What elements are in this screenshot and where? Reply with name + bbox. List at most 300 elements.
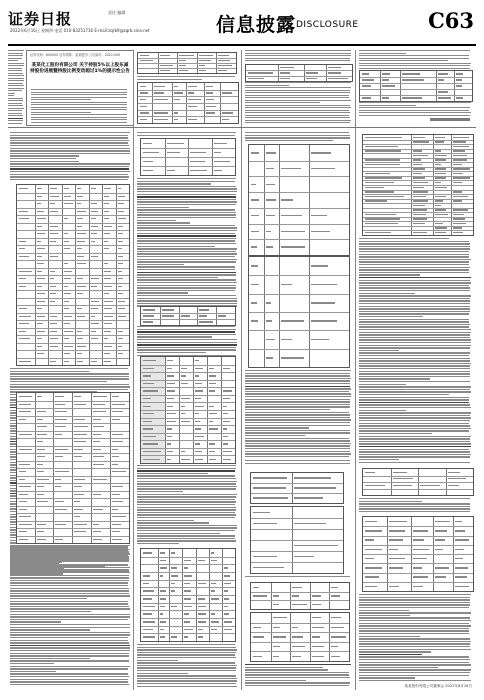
table-cell-text bbox=[64, 301, 69, 302]
table-cell-text bbox=[455, 567, 468, 568]
table-cell-text bbox=[218, 65, 231, 66]
table-cell-text bbox=[19, 248, 25, 249]
table-cell-text bbox=[251, 231, 259, 232]
table-row-rule bbox=[17, 343, 129, 344]
table-cell-text bbox=[328, 78, 348, 79]
text-line bbox=[10, 585, 128, 586]
table-cell-text bbox=[311, 152, 331, 153]
text-line bbox=[10, 658, 90, 659]
table-cell-text bbox=[413, 586, 423, 587]
signature-bar bbox=[430, 118, 470, 121]
table-cell-text bbox=[19, 411, 31, 412]
table-cell-text bbox=[382, 79, 389, 80]
text-line bbox=[31, 94, 127, 95]
table-cell-text bbox=[118, 248, 122, 249]
table-cell-text bbox=[112, 539, 122, 540]
table-row-rule bbox=[246, 70, 352, 71]
table-row-rule bbox=[17, 313, 129, 314]
table-cell-text bbox=[93, 396, 107, 397]
table-cell-text bbox=[223, 406, 228, 407]
text-line bbox=[245, 685, 349, 686]
text-line bbox=[359, 394, 449, 395]
table-cell-text bbox=[50, 256, 57, 257]
text-line bbox=[10, 158, 76, 159]
table-cell-text bbox=[184, 590, 191, 591]
table-cell-text bbox=[413, 576, 428, 577]
table-cell-text bbox=[167, 390, 175, 391]
text-line bbox=[245, 453, 351, 454]
table-cell-text bbox=[209, 406, 214, 407]
text-line bbox=[10, 376, 129, 377]
text-line bbox=[8, 63, 24, 64]
table-cell-text bbox=[174, 86, 178, 87]
table-cell-text bbox=[74, 494, 84, 495]
text-line bbox=[359, 112, 471, 113]
table-cell-text bbox=[118, 346, 122, 347]
table-cell-text bbox=[214, 152, 222, 153]
text-line bbox=[359, 329, 471, 330]
text-line bbox=[8, 58, 22, 59]
table-cell-text bbox=[179, 60, 185, 61]
table-cell-text bbox=[195, 390, 203, 391]
text-line bbox=[137, 76, 235, 77]
text-line bbox=[245, 373, 350, 374]
table-cell-text bbox=[174, 119, 178, 120]
text-line bbox=[359, 664, 471, 665]
table-cell-text bbox=[55, 509, 67, 510]
table-cell-text bbox=[389, 521, 407, 522]
text-line bbox=[10, 637, 128, 638]
data-table bbox=[362, 134, 474, 236]
table-cell-text bbox=[91, 278, 99, 279]
table-cell-text bbox=[266, 231, 271, 232]
table-cell-text bbox=[211, 613, 215, 614]
table-cell-text bbox=[273, 636, 286, 637]
text-line bbox=[245, 105, 350, 106]
table-cell-text bbox=[218, 70, 226, 71]
table-cell-text bbox=[218, 55, 228, 56]
table-cell-text bbox=[74, 456, 82, 457]
table-cell-text bbox=[104, 188, 110, 189]
text-line bbox=[10, 559, 129, 560]
page-code: C63 bbox=[428, 8, 474, 33]
table-cell-text bbox=[273, 617, 287, 618]
text-line bbox=[137, 533, 220, 534]
table-cell-text bbox=[199, 60, 211, 61]
text-line bbox=[10, 603, 128, 604]
text-line bbox=[10, 386, 130, 387]
table-cell-text bbox=[64, 203, 73, 204]
text-line bbox=[245, 137, 350, 138]
table-cell-text bbox=[19, 278, 26, 279]
table-cell-text bbox=[209, 413, 217, 414]
text-line bbox=[245, 95, 349, 96]
text-line bbox=[10, 598, 87, 599]
table-cell-text bbox=[251, 215, 259, 216]
table-row-rule bbox=[363, 554, 473, 555]
table-cell-text bbox=[64, 323, 70, 324]
table-cell-text bbox=[77, 308, 82, 309]
table-cell-text bbox=[118, 196, 126, 197]
text-line bbox=[10, 621, 61, 622]
table-cell-text bbox=[171, 575, 178, 576]
table-cell-text bbox=[104, 346, 111, 347]
table-cell-text bbox=[143, 629, 153, 630]
table-cell-text bbox=[223, 451, 232, 452]
table-cell-text bbox=[251, 199, 259, 200]
table-cell-text bbox=[77, 286, 86, 287]
table-cell-text bbox=[223, 421, 230, 422]
text-line bbox=[8, 53, 23, 54]
text-line bbox=[359, 345, 471, 346]
table-cell-text bbox=[199, 65, 205, 66]
text-line bbox=[8, 75, 24, 76]
text-line bbox=[359, 597, 470, 598]
table-row-rule bbox=[141, 387, 235, 388]
table-cell-text bbox=[19, 434, 32, 435]
table-cell-text bbox=[140, 119, 147, 120]
table-cell-text bbox=[251, 302, 257, 303]
table-cell-text bbox=[19, 218, 29, 219]
table-row-rule bbox=[17, 268, 129, 269]
table-cell-text bbox=[413, 159, 421, 160]
table-cell-text bbox=[209, 451, 215, 452]
table-cell-text bbox=[365, 137, 402, 138]
table-cell-text bbox=[143, 436, 156, 437]
table-cell-text bbox=[77, 361, 83, 362]
table-cell-text bbox=[112, 419, 120, 420]
table-cell-text bbox=[112, 456, 119, 457]
text-line bbox=[137, 227, 237, 228]
table-cell-text bbox=[19, 308, 27, 309]
table-cell-text bbox=[50, 316, 57, 317]
text-line bbox=[137, 499, 235, 500]
table-cell-text bbox=[74, 531, 86, 532]
table-cell-text bbox=[19, 271, 32, 272]
table-cell-text bbox=[389, 530, 405, 531]
table-row-rule bbox=[17, 260, 129, 261]
table-cell-text bbox=[143, 613, 152, 614]
table-cell-text bbox=[37, 411, 46, 412]
table-cell-text bbox=[266, 168, 274, 169]
table-cell-text bbox=[413, 218, 427, 219]
text-line bbox=[137, 282, 237, 283]
table-cell-text bbox=[253, 477, 287, 478]
text-line bbox=[245, 110, 349, 111]
text-line bbox=[8, 60, 18, 61]
table-cell-text bbox=[273, 604, 279, 605]
text-line bbox=[359, 53, 406, 54]
text-line bbox=[359, 311, 470, 312]
table-cell-text bbox=[37, 308, 43, 309]
table-cell-text bbox=[64, 196, 72, 197]
text-line bbox=[10, 168, 129, 169]
text-line bbox=[137, 334, 236, 335]
text-line bbox=[359, 337, 470, 338]
table-cell-text bbox=[171, 567, 177, 568]
text-line bbox=[137, 285, 236, 286]
table-cell-text bbox=[19, 286, 26, 287]
table-cell-text bbox=[413, 200, 427, 201]
text-line bbox=[10, 166, 129, 167]
table-cell-text bbox=[365, 530, 382, 531]
text-line bbox=[359, 454, 471, 455]
table-cell-text bbox=[77, 256, 84, 257]
table-cell-text bbox=[420, 485, 440, 486]
text-line bbox=[137, 243, 236, 244]
text-line bbox=[359, 620, 471, 621]
table-cell-text bbox=[312, 656, 324, 657]
text-line bbox=[359, 441, 470, 442]
table-cell-text bbox=[311, 231, 330, 232]
text-line bbox=[245, 664, 351, 665]
table-cell-text bbox=[294, 487, 335, 488]
text-line bbox=[137, 246, 215, 247]
table-cell-text bbox=[195, 383, 202, 384]
text-line bbox=[359, 656, 469, 657]
text-line bbox=[245, 135, 350, 136]
table-cell-text bbox=[50, 323, 56, 324]
table-cell-text bbox=[198, 613, 206, 614]
table-cell-text bbox=[77, 218, 82, 219]
text-line bbox=[359, 511, 470, 512]
text-line bbox=[10, 588, 129, 589]
table-cell-text bbox=[331, 656, 340, 657]
table-cell-text bbox=[223, 413, 228, 414]
table-cell-text bbox=[448, 478, 466, 479]
text-line bbox=[137, 514, 236, 515]
table-cell-text bbox=[167, 398, 173, 399]
table-cell-text bbox=[438, 97, 451, 98]
text-line bbox=[359, 267, 470, 268]
text-line bbox=[10, 551, 129, 552]
text-line bbox=[10, 601, 128, 602]
table-cell-text bbox=[224, 629, 232, 630]
table-row-rule bbox=[363, 482, 473, 483]
text-line bbox=[137, 217, 236, 218]
table-cell-text bbox=[435, 173, 446, 174]
table-cell-text bbox=[389, 539, 403, 540]
text-line bbox=[359, 68, 470, 69]
text-line bbox=[245, 120, 351, 121]
table-row-rule bbox=[141, 148, 235, 149]
text-line bbox=[10, 681, 128, 682]
table-cell-text bbox=[50, 346, 58, 347]
table-cell-text bbox=[453, 177, 470, 178]
table-cell-text bbox=[55, 486, 62, 487]
text-line bbox=[137, 222, 190, 223]
text-line bbox=[359, 355, 469, 356]
table-cell-text bbox=[37, 188, 42, 189]
table-cell-text bbox=[118, 203, 124, 204]
text-line bbox=[8, 68, 22, 69]
table-cell-text bbox=[209, 459, 216, 460]
text-line bbox=[137, 673, 188, 674]
table-row-rule bbox=[363, 536, 473, 537]
data-table bbox=[140, 138, 236, 176]
text-line bbox=[8, 103, 22, 104]
table-cell-text bbox=[37, 524, 46, 525]
text-line bbox=[31, 89, 127, 90]
text-line bbox=[10, 140, 129, 141]
table-row-rule bbox=[360, 83, 472, 84]
table-cell-text bbox=[74, 509, 83, 510]
table-row-rule bbox=[249, 208, 349, 209]
table-cell-text bbox=[19, 501, 27, 502]
table-cell-text bbox=[37, 531, 45, 532]
table-cell-text bbox=[198, 598, 206, 599]
text-line bbox=[359, 373, 470, 374]
text-line bbox=[137, 212, 236, 213]
text-line bbox=[10, 137, 128, 138]
table-cell-text bbox=[211, 583, 216, 584]
table-cell-text bbox=[118, 308, 125, 309]
table-cell-text bbox=[306, 78, 317, 79]
text-line bbox=[359, 274, 420, 275]
table-cell-text bbox=[435, 200, 442, 201]
table-cell-text bbox=[64, 308, 69, 309]
table-row-rule bbox=[141, 418, 235, 419]
text-line bbox=[10, 384, 129, 385]
table-cell-text bbox=[143, 309, 155, 310]
table-cell-text bbox=[365, 173, 390, 174]
table-row-rule bbox=[17, 245, 129, 246]
table-cell-text bbox=[112, 501, 123, 502]
text-line bbox=[359, 102, 471, 103]
text-line bbox=[245, 432, 350, 433]
table-cell-text bbox=[365, 521, 377, 522]
table-cell-text bbox=[37, 263, 44, 264]
table-cell-text bbox=[104, 271, 111, 272]
data-table bbox=[140, 548, 236, 642]
table-cell-text bbox=[118, 233, 124, 234]
table-cell-text bbox=[143, 152, 159, 153]
table-row-rule bbox=[363, 582, 473, 583]
table-cell-text bbox=[365, 177, 402, 178]
text-line bbox=[137, 339, 237, 340]
text-line bbox=[359, 308, 470, 309]
text-line bbox=[10, 634, 130, 635]
text-line bbox=[359, 638, 470, 639]
table-cell-text bbox=[223, 443, 228, 444]
table-cell-text bbox=[455, 530, 465, 531]
table-cell-text bbox=[188, 86, 197, 87]
table-cell-text bbox=[37, 434, 48, 435]
table-cell-text bbox=[253, 556, 277, 557]
table-cell-text bbox=[253, 487, 286, 488]
text-line bbox=[10, 611, 91, 612]
text-line bbox=[10, 562, 62, 563]
text-line bbox=[359, 256, 469, 257]
table-cell-text bbox=[91, 323, 100, 324]
table-row-rule bbox=[141, 157, 235, 158]
text-line bbox=[8, 105, 23, 106]
table-cell-text bbox=[273, 627, 281, 628]
text-line bbox=[245, 667, 323, 668]
text-line bbox=[245, 102, 320, 103]
table-cell-text bbox=[198, 560, 206, 561]
table-cell-text bbox=[143, 443, 158, 444]
text-line bbox=[245, 393, 351, 394]
notice-title: 某某化工股份有限公司 关于持股5%以上股东减持股份进展暨持股比例变动超过1%的提示性公告 bbox=[30, 63, 130, 74]
table-cell-text bbox=[118, 293, 124, 294]
text-line bbox=[10, 624, 130, 625]
table-cell-text bbox=[143, 315, 154, 316]
table-cell-text bbox=[104, 196, 108, 197]
table-row-rule bbox=[363, 573, 473, 574]
text-line bbox=[359, 371, 470, 372]
table-cell-text bbox=[160, 590, 166, 591]
table-cell-text bbox=[118, 218, 127, 219]
table-cell-text bbox=[435, 205, 441, 206]
text-line bbox=[359, 625, 471, 626]
table-cell-text bbox=[281, 246, 305, 247]
table-cell-text bbox=[93, 419, 101, 420]
text-line bbox=[359, 404, 470, 405]
table-cell-text bbox=[365, 146, 398, 147]
text-line bbox=[137, 269, 235, 270]
text-line bbox=[359, 594, 471, 595]
table-cell-text bbox=[140, 106, 147, 107]
table-row-rule bbox=[17, 358, 129, 359]
table-cell-text bbox=[362, 85, 371, 86]
table-cell-text bbox=[64, 346, 73, 347]
text-line bbox=[10, 567, 130, 568]
table-row-rule bbox=[249, 192, 349, 193]
dateline: 2022年6月16日 星期四 电话 010-83251716 E-mail:zqrb9@zqrb.sina.net bbox=[10, 28, 150, 33]
text-line bbox=[245, 370, 351, 371]
table-cell-text bbox=[402, 73, 420, 74]
text-line bbox=[137, 253, 237, 254]
table-column-rule bbox=[329, 583, 330, 609]
table-column-rule bbox=[310, 583, 311, 609]
table-cell-text bbox=[77, 233, 86, 234]
text-line bbox=[359, 55, 469, 56]
table-cell-text bbox=[209, 428, 218, 429]
text-line bbox=[10, 381, 107, 382]
table-cell-text bbox=[331, 646, 338, 647]
text-line bbox=[10, 161, 79, 162]
text-line bbox=[10, 653, 129, 654]
table-cell-text bbox=[365, 187, 384, 188]
text-line bbox=[245, 443, 351, 444]
text-line bbox=[137, 501, 236, 502]
table-row-rule bbox=[251, 518, 343, 519]
table-cell-text bbox=[37, 464, 43, 465]
text-line bbox=[137, 344, 237, 345]
table-cell-text bbox=[167, 443, 171, 444]
text-line bbox=[31, 122, 127, 123]
table-cell-text bbox=[181, 368, 188, 369]
text-line bbox=[10, 619, 128, 620]
text-line bbox=[10, 368, 128, 369]
table-row-rule bbox=[17, 453, 129, 454]
table-row-rule bbox=[17, 408, 129, 409]
text-line bbox=[245, 448, 350, 449]
table-cell-text bbox=[181, 315, 190, 316]
table-cell-text bbox=[251, 246, 257, 247]
table-cell-text bbox=[251, 184, 256, 185]
table-cell-text bbox=[91, 226, 98, 227]
table-cell-text bbox=[389, 558, 405, 559]
table-row-rule bbox=[17, 416, 129, 417]
text-line bbox=[10, 668, 128, 669]
table-cell-text bbox=[223, 428, 227, 429]
table-cell-text bbox=[74, 426, 88, 427]
table-cell-text bbox=[435, 232, 446, 233]
table-cell-text bbox=[55, 539, 63, 540]
text-line bbox=[137, 670, 236, 671]
